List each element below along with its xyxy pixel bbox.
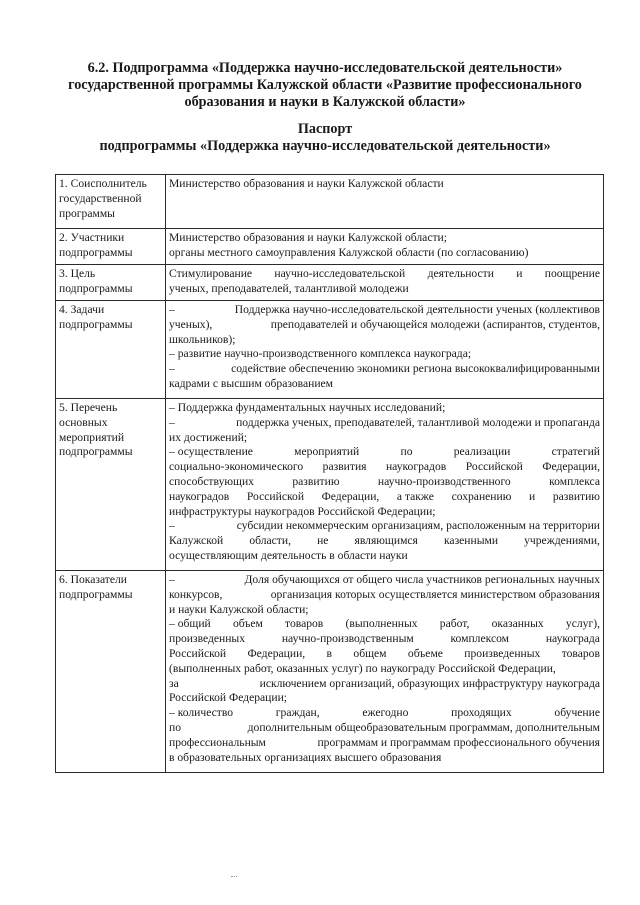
table-row: [56, 301, 604, 399]
row-label: 2. Участники подпрограммы: [56, 229, 166, 265]
row-label: 1. Соисполнитель государственной программы: [56, 175, 166, 229]
table-row: [56, 265, 604, 301]
row-content: – Поддержка фундаментальных научных исследований; – поддержка ученых, преподавателей, талантливой молодежи и пропаганда их достижений; – осуществление мероприятий по реализации стратегий социально-экономического развития наукоградов Российской Федерации, способствующих развитию научно-производственного комплекса наукоградов Российской Федерации, а также сохранению и развитию инфраструктуры наукоградов Российской Федерации; – субсидии некоммерческим организациям, расположенным на территории Калужской области, не являющимся казенными учреждениями, осуществляющим деятельность в области науки: [166, 399, 604, 571]
row-content: Министерство образования и науки Калужской области: [166, 175, 604, 229]
row-content: – Поддержка научно-исследовательской деятельности ученых (коллективов ученых), преподавателей и обучающейся молодежи (аспирантов, студентов, школьников); – развитие научно-производственного комплекса наукограда; – содействие обеспечению экономики региона высококвалифицированными кадрами с высшим образованием: [166, 301, 604, 399]
row-content: Министерство образования и науки Калужской области; органы местного самоуправления Калужской области (по согласованию): [166, 229, 604, 265]
table-row: [56, 175, 604, 229]
passport-table: [55, 174, 604, 773]
row-label: 3. Цель подпрограммы: [56, 265, 166, 301]
table-row: [56, 229, 604, 265]
row-label: 6. Показатели подпрограммы: [56, 571, 166, 773]
heading-line-1: 6.2. Подпрограмма «Поддержка научно-исследовательской деятельности»: [87, 60, 563, 76]
table-row: [56, 571, 604, 773]
passport-heading: [40, 121, 610, 155]
heading-line-2: государственной программы Калужской области «Развитие профессионального: [68, 77, 582, 93]
passport-title: Паспорт: [297, 121, 353, 137]
row-content: Стимулирование научно-исследовательской деятельности и поощрение ученых, преподавателей, талантливой молодежи: [166, 265, 604, 301]
scan-mark: [231, 876, 237, 879]
section-heading: [40, 60, 610, 111]
row-content: – Доля обучающихся от общего числа участников региональных научных конкурсов, организация которых осуществляется министерством образования и науки Калужской области; – общий объем товаров (выполненных работ, оказанных услуг), произведенных научно-производственным комплексом наукограда Российской Федерации, в общем объеме произведенных товаров (выполненных работ, оказанных услуг) по наукограду Российской Федерации, за исключением организаций, образующих инфраструктуру наукограда Российской Федерации; – количество граждан, ежегодно проходящих обучение по дополнительным общеобразовательным программам, дополнительным профессиональным программам и программам профессионального обучения в образовательных организациях высшего образования: [166, 571, 604, 773]
table-row: [56, 399, 604, 571]
passport-subtitle: подпрограммы «Поддержка научно-исследовательской деятельности»: [99, 138, 551, 154]
row-label: 5. Перечень основных мероприятий подпрограммы: [56, 399, 166, 571]
row-label: 4. Задачи подпрограммы: [56, 301, 166, 399]
heading-line-3: образования и науки в Калужской области»: [184, 94, 466, 110]
